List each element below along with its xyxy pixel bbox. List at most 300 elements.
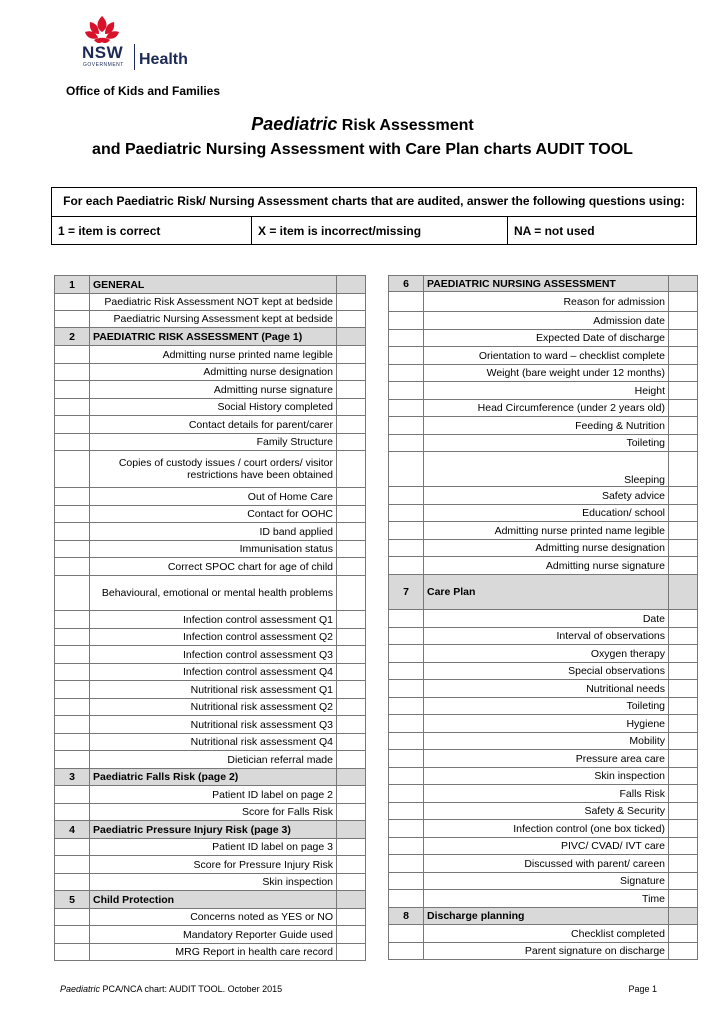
section-row [389,276,698,292]
table-row [389,540,698,557]
table-row [55,611,366,629]
section-title: PAEDIATRIC NURSING ASSESSMENT [424,276,669,292]
row-number [389,733,424,750]
criterion-label: Signature [424,873,669,890]
answer-cell[interactable] [337,346,366,364]
answer-cell[interactable] [669,733,698,750]
table-row [389,505,698,522]
answer-cell[interactable] [337,734,366,751]
criterion-label: Toileting [424,698,669,715]
answer-cell[interactable] [337,541,366,558]
criterion-label: Concerns noted as YES or NO [90,909,337,926]
table-row [389,292,698,312]
table-row [55,629,366,646]
criterion-label: Reason for admission [424,292,669,312]
logo-health: Health [139,51,188,68]
section-row [55,891,366,909]
row-number [389,628,424,645]
row-number [55,399,90,416]
table-row [55,839,366,856]
answer-cell[interactable] [337,434,366,451]
answer-cell[interactable] [669,943,698,960]
row-number [389,890,424,908]
criterion-label: Hygiene [424,715,669,733]
table-row [55,311,366,328]
table-row [389,522,698,540]
row-number [389,698,424,715]
criterion-label: PIVC/ CVAD/ IVT care [424,838,669,855]
row-number [55,646,90,664]
answer-cell[interactable] [669,365,698,382]
answer-cell[interactable] [669,505,698,522]
row-number [389,925,424,943]
answer-cell[interactable] [337,488,366,506]
criterion-label: Discussed with parent/ careen [424,855,669,873]
answer-cell[interactable] [337,839,366,856]
answer-cell[interactable] [669,680,698,698]
row-number [389,312,424,330]
criterion-label: Nutritional risk assessment Q2 [90,699,337,716]
answer-cell[interactable] [669,820,698,838]
row-number [389,557,424,575]
answer-cell[interactable] [669,628,698,645]
instructions-keys [52,217,696,245]
key-na: NA = not used [507,217,695,245]
page-number: Page 1 [628,984,657,994]
row-number [389,505,424,522]
row-number [389,522,424,540]
table-row [55,488,366,506]
row-number [55,839,90,856]
row-number [55,664,90,681]
row-number [389,487,424,505]
table-row [55,874,366,891]
row-number [389,855,424,873]
answer-cell[interactable] [669,698,698,715]
criterion-label: Nutritional needs [424,680,669,698]
row-number [55,434,90,451]
answer-cell[interactable] [669,276,698,292]
table-row [55,786,366,804]
criterion-label: Nutritional risk assessment Q3 [90,716,337,734]
table-row [55,541,366,558]
row-number [55,611,90,629]
answer-cell[interactable] [669,400,698,417]
answer-cell[interactable] [669,873,698,890]
table-row [389,628,698,645]
row-number [55,364,90,381]
row-number [389,540,424,557]
criterion-label: Admitting nurse printed name legible [424,522,669,540]
table-row [55,699,366,716]
criterion-label: Toileting [424,435,669,452]
answer-cell[interactable] [669,768,698,785]
page-title [0,114,725,135]
answer-cell[interactable] [337,821,366,839]
answer-cell[interactable] [337,769,366,786]
table-row [389,330,698,347]
answer-cell[interactable] [669,292,698,312]
table-row [389,733,698,750]
criterion-label: Orientation to ward – checklist complete [424,347,669,365]
answer-cell[interactable] [337,699,366,716]
row-number [55,416,90,434]
answer-cell[interactable] [669,330,698,347]
criterion-label: Mobility [424,733,669,750]
criterion-label: Mandatory Reporter Guide used [90,926,337,944]
row-number [389,365,424,382]
criterion-label: Score for Falls Risk [90,804,337,821]
answer-cell[interactable] [669,540,698,557]
table-row [389,663,698,680]
table-row [389,715,698,733]
answer-cell[interactable] [337,629,366,646]
criterion-label: Safety & Security [424,803,669,820]
table-row [55,734,366,751]
criterion-label: Immunisation status [90,541,337,558]
criterion-label: Admitting nurse designation [90,364,337,381]
row-number [55,451,90,488]
row-number [389,750,424,768]
answer-cell[interactable] [669,382,698,400]
answer-cell[interactable] [337,416,366,434]
answer-cell[interactable] [337,611,366,629]
table-row [55,944,366,961]
answer-cell[interactable] [669,663,698,680]
answer-cell[interactable] [669,785,698,803]
criterion-label: Date [424,610,669,628]
table-row [55,926,366,944]
answer-cell[interactable] [337,381,366,399]
table-row [389,487,698,505]
answer-cell[interactable] [669,417,698,435]
row-number [389,452,424,487]
answer-cell[interactable] [337,506,366,523]
table-row [389,855,698,873]
table-row [55,294,366,311]
logo-nsw: NSW [82,43,124,62]
criterion-label: Dietician referral made [90,751,337,769]
answer-cell[interactable] [337,576,366,611]
table-row [389,873,698,890]
table-row [55,364,366,381]
table-row [55,751,366,769]
section-row [55,769,366,786]
table-row [55,804,366,821]
table-row [55,506,366,523]
table-row [55,523,366,541]
row-number [389,400,424,417]
criterion-label: Checklist completed [424,925,669,943]
table-row [389,400,698,417]
table-row [55,381,366,399]
row-number [55,506,90,523]
answer-cell[interactable] [337,944,366,961]
footer-left [60,984,282,994]
row-number [55,681,90,699]
answer-cell[interactable] [669,575,698,610]
table-row [389,803,698,820]
section-row [55,276,366,294]
criterion-label: Height [424,382,669,400]
row-number [55,576,90,611]
answer-cell[interactable] [337,294,366,311]
answer-cell[interactable] [669,645,698,663]
page-subtitle: and Paediatric Nursing Assessment with Care Plan charts AUDIT TOOL [92,141,633,158]
table-row [389,838,698,855]
logo-divider [134,44,135,70]
criterion-label: Family Structure [90,434,337,451]
row-number: 5 [55,891,90,909]
footer-italic: Paediatric [60,984,101,994]
table-row [55,416,366,434]
criterion-label: Time [424,890,669,908]
row-number: 6 [389,276,424,292]
instructions-question: For each Paediatric Risk/ Nursing Assessment charts that are audited, answer the following questions using: [52,188,696,217]
answer-cell[interactable] [669,452,698,487]
row-number [389,292,424,312]
criterion-label: Feeding & Nutrition [424,417,669,435]
answer-cell[interactable] [337,646,366,664]
row-number [55,346,90,364]
table-row [55,434,366,451]
row-number [389,435,424,452]
criterion-label: Admitting nurse designation [424,540,669,557]
row-number [55,926,90,944]
row-number: 3 [55,769,90,786]
criterion-label: Patient ID label on page 2 [90,786,337,804]
answer-cell[interactable] [669,715,698,733]
answer-cell[interactable] [669,312,698,330]
criterion-label: MRG Report in health care record [90,944,337,961]
answer-cell[interactable] [337,909,366,926]
row-number [389,330,424,347]
section-title: Paediatric Falls Risk (page 2) [90,769,337,786]
audit-table-left [54,275,366,961]
table-row [55,681,366,699]
criterion-label: Admitting nurse signature [90,381,337,399]
table-row [389,347,698,365]
criterion-label: Infection control assessment Q3 [90,646,337,664]
answer-cell[interactable] [669,610,698,628]
criterion-label: Admitting nurse signature [424,557,669,575]
row-number [55,804,90,821]
section-title: Care Plan [424,575,669,610]
answer-cell[interactable] [669,838,698,855]
criterion-label: Admission date [424,312,669,330]
row-number: 4 [55,821,90,839]
answer-cell[interactable] [669,803,698,820]
table-row [389,698,698,715]
row-number [55,856,90,874]
row-number [389,645,424,663]
criterion-label: Sleeping [424,452,669,487]
answer-cell[interactable] [669,890,698,908]
table-row [389,645,698,663]
row-number [389,820,424,838]
row-number [389,663,424,680]
criterion-label: Nutritional risk assessment Q4 [90,734,337,751]
criterion-label: Paediatric Nursing Assessment kept at bedside [90,311,337,328]
row-number [55,629,90,646]
answer-cell[interactable] [669,750,698,768]
table-row [55,909,366,926]
criterion-label: Paediatric Risk Assessment NOT kept at bedside [90,294,337,311]
table-row [389,768,698,785]
criterion-label: Oxygen therapy [424,645,669,663]
logo-government: GOVERNMENT [83,62,124,68]
table-row [389,382,698,400]
row-number [389,943,424,960]
footer-text: PCA/NCA chart: AUDIT TOOL. October 2015 [100,984,283,994]
table-row [389,785,698,803]
answer-cell[interactable] [337,926,366,944]
table-row [389,312,698,330]
answer-cell[interactable] [669,925,698,943]
row-number [55,558,90,576]
answer-cell[interactable] [337,716,366,734]
row-number [55,311,90,328]
section-row [55,328,366,346]
table-row [389,610,698,628]
answer-cell[interactable] [669,855,698,873]
table-row [389,417,698,435]
answer-cell[interactable] [337,751,366,769]
section-title: PAEDIATRIC RISK ASSESSMENT (Page 1) [90,328,337,346]
key-incorrect: X = item is incorrect/missing [251,217,507,245]
row-number: 8 [389,908,424,925]
section-row [389,575,698,610]
answer-cell[interactable] [669,557,698,575]
criterion-label: Skin inspection [424,768,669,785]
row-number [55,488,90,506]
row-number [389,803,424,820]
section-title: Child Protection [90,891,337,909]
criterion-label: Correct SPOC chart for age of child [90,558,337,576]
row-number [55,734,90,751]
answer-cell[interactable] [337,891,366,909]
table-row [389,365,698,382]
row-number [389,382,424,400]
table-row [55,346,366,364]
answer-cell[interactable] [337,664,366,681]
criterion-label: Interval of observations [424,628,669,645]
table-row [55,558,366,576]
instructions-box [51,187,697,245]
row-number [55,294,90,311]
criterion-label: Weight (bare weight under 12 months) [424,365,669,382]
answer-cell[interactable] [337,399,366,416]
row-number [55,874,90,891]
table-row [389,820,698,838]
row-number [55,944,90,961]
criterion-label: Admitting nurse printed name legible [90,346,337,364]
criterion-label: Nutritional risk assessment Q1 [90,681,337,699]
table-row [55,856,366,874]
row-number [55,699,90,716]
section-title: GENERAL [90,276,337,294]
office-name: Office of Kids and Families [66,84,221,98]
key-correct: 1 = item is correct [58,224,161,238]
table-row [55,576,366,611]
row-number [55,381,90,399]
table-row [389,943,698,960]
section-row [389,908,698,925]
criterion-label: Infection control (one box ticked) [424,820,669,838]
table-row [55,451,366,488]
section-row [55,821,366,839]
row-number [389,610,424,628]
row-number [389,768,424,785]
criterion-label: Copies of custody issues / court orders/ visitor restrictions have been obtained [90,451,337,488]
row-number [55,786,90,804]
criterion-label: Patient ID label on page 3 [90,839,337,856]
row-number [55,716,90,734]
row-number [55,909,90,926]
answer-cell[interactable] [337,523,366,541]
row-number: 2 [55,328,90,346]
row-number [389,347,424,365]
criterion-label: Safety advice [424,487,669,505]
answer-cell[interactable] [669,487,698,505]
criterion-label: ID band applied [90,523,337,541]
row-number [55,523,90,541]
answer-cell[interactable] [669,908,698,925]
table-row [389,925,698,943]
criterion-label: Social History completed [90,399,337,416]
section-title: Discharge planning [424,908,669,925]
row-number: 1 [55,276,90,294]
answer-cell[interactable] [337,856,366,874]
answer-cell[interactable] [337,451,366,488]
row-number [55,541,90,558]
criterion-label: Education/ school [424,505,669,522]
answer-cell[interactable] [669,435,698,452]
criterion-label: Expected Date of discharge [424,330,669,347]
row-number [389,873,424,890]
answer-cell[interactable] [337,786,366,804]
answer-cell[interactable] [337,558,366,576]
table-row [389,452,698,487]
answer-cell[interactable] [337,311,366,328]
title-rest: Risk Assessment [337,117,474,134]
row-number [389,785,424,803]
criterion-label: Pressure area care [424,750,669,768]
table-row [389,680,698,698]
answer-cell[interactable] [669,522,698,540]
answer-cell[interactable] [337,681,366,699]
answer-cell[interactable] [337,804,366,821]
table-row [389,557,698,575]
criterion-label: Special observations [424,663,669,680]
criterion-label: Contact for OOHC [90,506,337,523]
criterion-label: Behavioural, emotional or mental health problems [90,576,337,611]
row-number [389,417,424,435]
row-number [389,838,424,855]
answer-cell[interactable] [337,276,366,294]
row-number [389,680,424,698]
answer-cell[interactable] [337,328,366,346]
table-row [389,750,698,768]
table-row [55,664,366,681]
table-row [389,890,698,908]
answer-cell[interactable] [337,874,366,891]
criterion-label: Infection control assessment Q2 [90,629,337,646]
answer-cell[interactable] [337,364,366,381]
table-row [55,646,366,664]
criterion-label: Contact details for parent/carer [90,416,337,434]
answer-cell[interactable] [669,347,698,365]
